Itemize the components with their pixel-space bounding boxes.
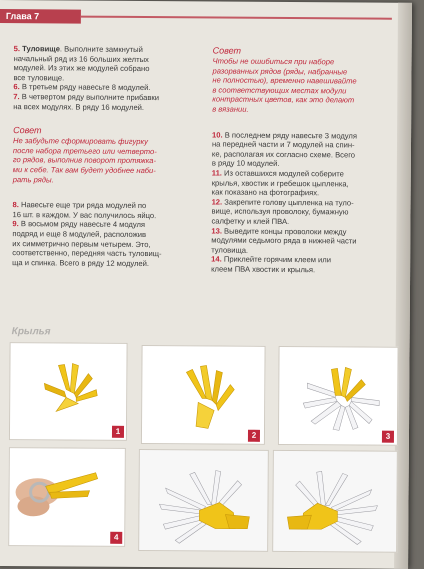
step-line: туловища.	[211, 245, 249, 255]
step-line: ща и спинка. Всего в ряду 12 модулей.	[12, 257, 150, 268]
tip-line: контрастных цветов, как это делают	[212, 94, 355, 105]
tip-line: разорванных рядов (ряды, набранные	[212, 66, 348, 77]
photo-step-1	[9, 342, 128, 441]
wing-module-illustration	[10, 343, 127, 440]
photo-number-badge: 2	[248, 430, 260, 442]
wing-module-illustration	[142, 346, 265, 444]
left-column	[12, 44, 204, 269]
header-rule	[81, 16, 392, 20]
step-bold-term: Туловище	[22, 44, 60, 54]
photo-step-2	[141, 345, 266, 445]
tip-line: в вязании.	[212, 104, 249, 114]
step-line: вище, используя проволоку, бумажную	[211, 206, 349, 217]
step-number: 8.	[12, 200, 19, 210]
finished-wing-illustration	[139, 450, 268, 551]
tip-line: не полностью), временно навешивайте	[212, 75, 357, 86]
photo-step-3	[278, 346, 399, 446]
tip-line: ми к себе. Так вам будет удобнее наби-	[12, 165, 156, 176]
step-number: 11.	[211, 168, 222, 178]
step-line: 16 шт. в каждом. У вас получилось яйцо.	[12, 209, 157, 220]
step-line: подряд и еще 8 модулей, расположив	[12, 228, 147, 239]
right-column	[211, 45, 403, 275]
step-line: Закрепите голову цыпленка на туло-	[224, 197, 354, 208]
step-line: в ряду 10 модулей.	[211, 158, 280, 169]
step-line: на передней части и 7 модулей на спин-	[211, 139, 355, 150]
step-number: 5.	[13, 44, 21, 54]
step-line: В восьмом ряду навесьте 4 модуля	[20, 219, 146, 230]
tip-title: Совет	[13, 125, 42, 136]
tip-line: после набора третьего или четверто-	[12, 145, 157, 156]
step-line: крылья, хвостик и гребешок цыпленка,	[211, 178, 349, 188]
step-line: все туловище.	[13, 72, 65, 83]
step-number: 7.	[13, 92, 20, 102]
tip-line: Не забудьте сформировать фигурку	[12, 136, 148, 147]
photo-number-badge: 4	[110, 532, 122, 544]
step-line: Навесьте еще три ряда модулей по	[21, 200, 147, 211]
step-line: на всех модулях. В ряду 16 модулей.	[13, 101, 145, 112]
photo-number-badge: 3	[382, 431, 394, 443]
photo-right-wing	[272, 450, 398, 553]
step-line: Выведите концы проволоки между	[224, 226, 347, 236]
step-number: 6.	[13, 82, 20, 92]
chapter-header: Глава 7	[0, 9, 81, 24]
step-line: модулями седьмого ряда в нижней части	[211, 235, 357, 246]
wing-module-illustration	[279, 347, 398, 445]
photo-step-4	[8, 447, 126, 547]
assembly-illustration	[9, 448, 125, 546]
tip-line: го рядов, выполнив поворот протяжка-	[12, 155, 157, 166]
step-line: клеем ПВА хвостик и крылья.	[211, 264, 316, 275]
step-line: Приклейте горячим клеем или	[223, 254, 332, 265]
photo-left-wing	[138, 449, 269, 552]
step-line: В четвертом ряду выполните прибавки	[21, 92, 159, 103]
finished-wing-illustration	[273, 451, 397, 552]
step-line: В третьем ряду навесьте 8 модулей.	[21, 82, 151, 93]
step-line: модулей. Из этих же модулей собрано	[13, 63, 150, 74]
step-line: соответственно, передняя часть туловищ-	[12, 248, 162, 259]
photo-number-badge: 1	[112, 426, 124, 438]
tip-line: в соответствующих местах модули	[212, 85, 347, 96]
tip-line: Чтобы не ошибиться при наборе	[212, 56, 335, 67]
step-line: В последнем ряду навесьте 3 модуля	[224, 130, 358, 141]
step-line: как показано на фотографиях.	[211, 187, 320, 198]
step-number: 14.	[211, 254, 222, 264]
step-line: начальный ряд из 16 больших желтых	[13, 53, 149, 64]
step-line: их симметрично первым четырем. Это,	[12, 238, 151, 249]
step-number: 12.	[211, 197, 223, 207]
step-number: 10.	[212, 130, 223, 140]
step-number: 13.	[211, 225, 222, 236]
section-title-wings: Крылья	[11, 326, 51, 338]
tip-line: рать ряды.	[12, 174, 54, 184]
step-line: ке, располагая их согласно схеме. Всего	[211, 149, 356, 160]
step-line: салфетку и клей ПВА.	[211, 216, 290, 226]
step-number: 9.	[12, 219, 19, 229]
tip-title: Совет	[212, 45, 242, 56]
step-line: . Выполните замкнутый	[59, 44, 143, 54]
step-line: Из оставшихся модулей соберите	[224, 168, 344, 179]
